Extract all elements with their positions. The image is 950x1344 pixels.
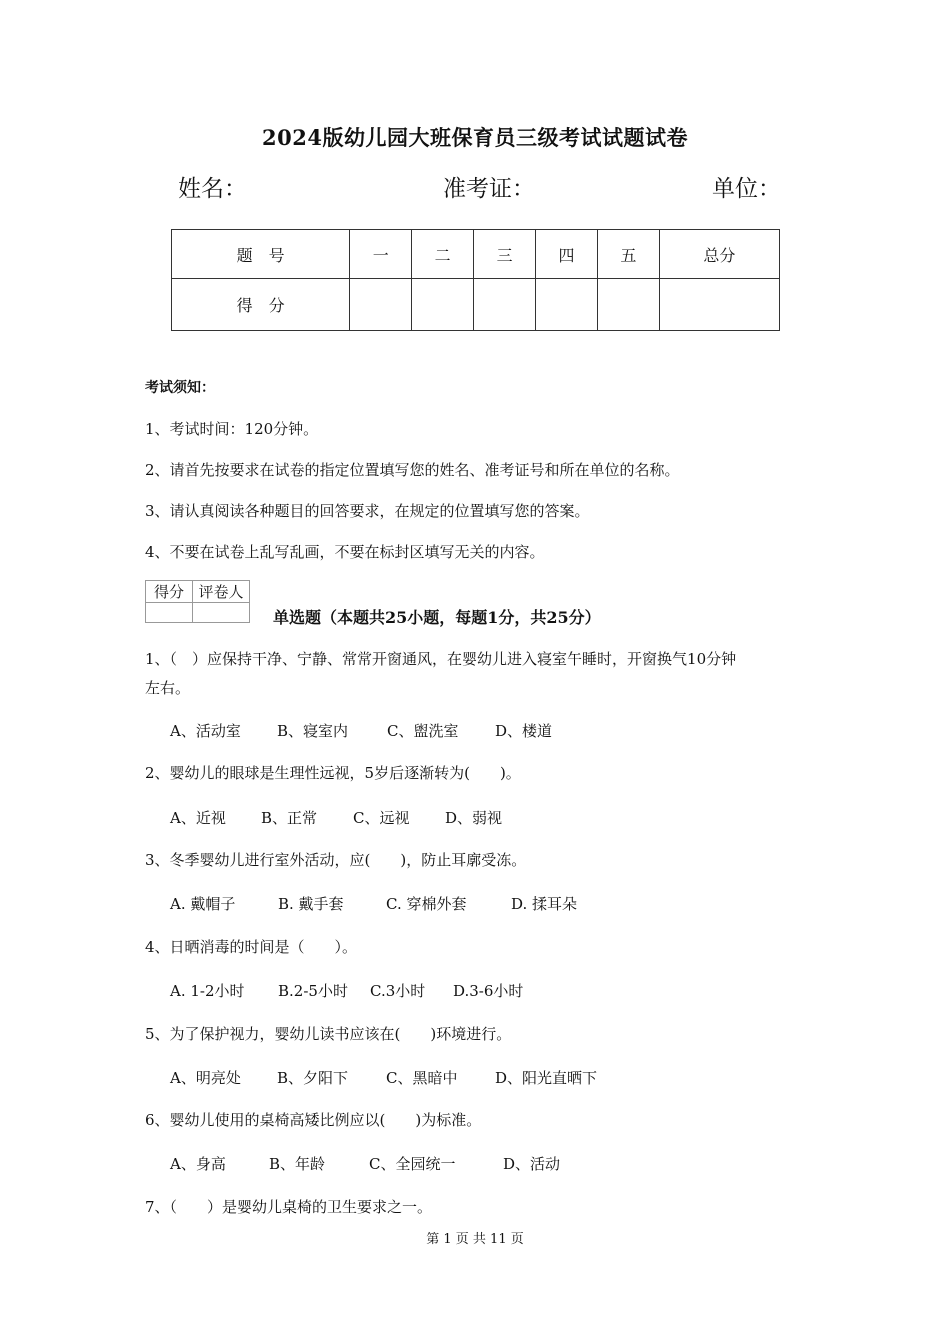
option-a[interactable]: A. 1-2小时 bbox=[170, 982, 245, 1000]
option-b[interactable]: B. 戴手套 bbox=[278, 895, 344, 913]
question-options bbox=[170, 1067, 870, 1089]
score-table-header-cell: 四 bbox=[536, 230, 598, 279]
option-a[interactable]: A. 戴帽子 bbox=[170, 895, 236, 913]
option-d[interactable]: D、活动 bbox=[503, 1155, 561, 1173]
question-options bbox=[170, 807, 870, 829]
question-options bbox=[170, 893, 870, 915]
option-a[interactable]: A、明亮处 bbox=[170, 1069, 241, 1087]
score-row-label: 得 分 bbox=[172, 279, 350, 331]
question-stem: 3、冬季婴幼儿进行室外活动，应( )，防止耳廓受冻。 bbox=[145, 851, 527, 869]
option-c[interactable]: C、盥洗室 bbox=[387, 722, 459, 740]
option-b[interactable]: B、正常 bbox=[261, 809, 318, 827]
name-field-label: 姓名： bbox=[178, 176, 247, 202]
notice-title: 考试须知： bbox=[145, 380, 215, 396]
page-footer: 第 1 页 共 11 页 bbox=[426, 1232, 524, 1247]
option-d[interactable]: D. 揉耳朵 bbox=[511, 895, 578, 913]
grader-score-label: 得分 bbox=[146, 581, 193, 603]
score-table-header-row bbox=[172, 230, 780, 279]
score-table-header-cell: 五 bbox=[597, 230, 659, 279]
option-d[interactable]: D.3-6小时 bbox=[453, 982, 524, 1000]
grader-name-label: 评卷人 bbox=[193, 581, 250, 603]
score-table-header-cell: 题 号 bbox=[172, 230, 350, 279]
score-table-header-cell: 一 bbox=[350, 230, 412, 279]
option-c[interactable]: C.3小时 bbox=[370, 982, 426, 1000]
score-cell[interactable] bbox=[350, 279, 412, 331]
notice-item: 3、请认真阅读各种题目的回答要求，在规定的位置填写您的答案。 bbox=[145, 502, 590, 520]
exam-number-field-label: 准考证： bbox=[443, 176, 535, 202]
score-table-header-cell: 总分 bbox=[659, 230, 779, 279]
option-d[interactable]: D、弱视 bbox=[445, 809, 503, 827]
option-c[interactable]: C、黑暗中 bbox=[386, 1069, 458, 1087]
notice-item: 1、考试时间：120分钟。 bbox=[145, 420, 319, 438]
score-cell[interactable] bbox=[536, 279, 598, 331]
option-b[interactable]: B、寝室内 bbox=[277, 722, 349, 740]
question-stem: 2、婴幼儿的眼球是生理性远视，5岁后逐渐转为( )。 bbox=[145, 764, 521, 782]
grader-score-cell[interactable] bbox=[146, 603, 193, 623]
option-c[interactable]: C. 穿棉外套 bbox=[386, 895, 467, 913]
question-options bbox=[170, 1153, 870, 1175]
option-c[interactable]: C、全园统一 bbox=[369, 1155, 456, 1173]
question-stem: 4、日晒消毒的时间是（ ）。 bbox=[145, 938, 358, 956]
option-b[interactable]: B、夕阳下 bbox=[277, 1069, 349, 1087]
question-stem: 7、（ ）是婴幼儿桌椅的卫生要求之一。 bbox=[145, 1198, 433, 1216]
option-b[interactable]: B、年龄 bbox=[269, 1155, 326, 1173]
question-stem: 5、为了保护视力，婴幼儿读书应该在( )环境进行。 bbox=[145, 1025, 512, 1043]
option-a[interactable]: A、身高 bbox=[170, 1155, 226, 1173]
option-d[interactable]: D、阳光直晒下 bbox=[495, 1069, 598, 1087]
score-table-score-row bbox=[172, 279, 780, 331]
score-table-header-cell: 三 bbox=[474, 230, 536, 279]
score-cell[interactable] bbox=[474, 279, 536, 331]
option-b[interactable]: B.2-5小时 bbox=[278, 982, 348, 1000]
score-table bbox=[171, 229, 780, 331]
header-fields bbox=[0, 170, 950, 204]
question-stem-continued: 左右。 bbox=[145, 679, 191, 697]
option-a[interactable]: A、活动室 bbox=[170, 722, 241, 740]
option-c[interactable]: C、远视 bbox=[353, 809, 410, 827]
score-cell[interactable] bbox=[659, 279, 779, 331]
question-stem: 1、（ ）应保持干净、宁静、常常开窗通风，在婴幼儿进入寝室午睡时，开窗换气10分钟 bbox=[145, 650, 737, 668]
question-options bbox=[170, 980, 870, 1002]
score-cell[interactable] bbox=[597, 279, 659, 331]
page-title: 2024版幼儿园大班保育员三级考试试题试卷 bbox=[262, 125, 688, 150]
grader-box bbox=[145, 580, 250, 623]
score-table-header-cell: 二 bbox=[412, 230, 474, 279]
notice-item: 4、不要在试卷上乱写乱画，不要在标封区填写无关的内容。 bbox=[145, 543, 545, 561]
unit-field-label: 单位： bbox=[712, 176, 781, 202]
grader-name-cell[interactable] bbox=[193, 603, 250, 623]
notice-item: 2、请首先按要求在试卷的指定位置填写您的姓名、准考证号和所在单位的名称。 bbox=[145, 461, 680, 479]
question-stem: 6、婴幼儿使用的桌椅高矮比例应以( )为标准。 bbox=[145, 1111, 482, 1129]
option-a[interactable]: A、近视 bbox=[170, 809, 226, 827]
question-options bbox=[170, 720, 870, 742]
option-d[interactable]: D、楼道 bbox=[495, 722, 553, 740]
score-cell[interactable] bbox=[412, 279, 474, 331]
section-title: 单选题（本题共25小题，每题1分，共25分） bbox=[273, 608, 601, 627]
